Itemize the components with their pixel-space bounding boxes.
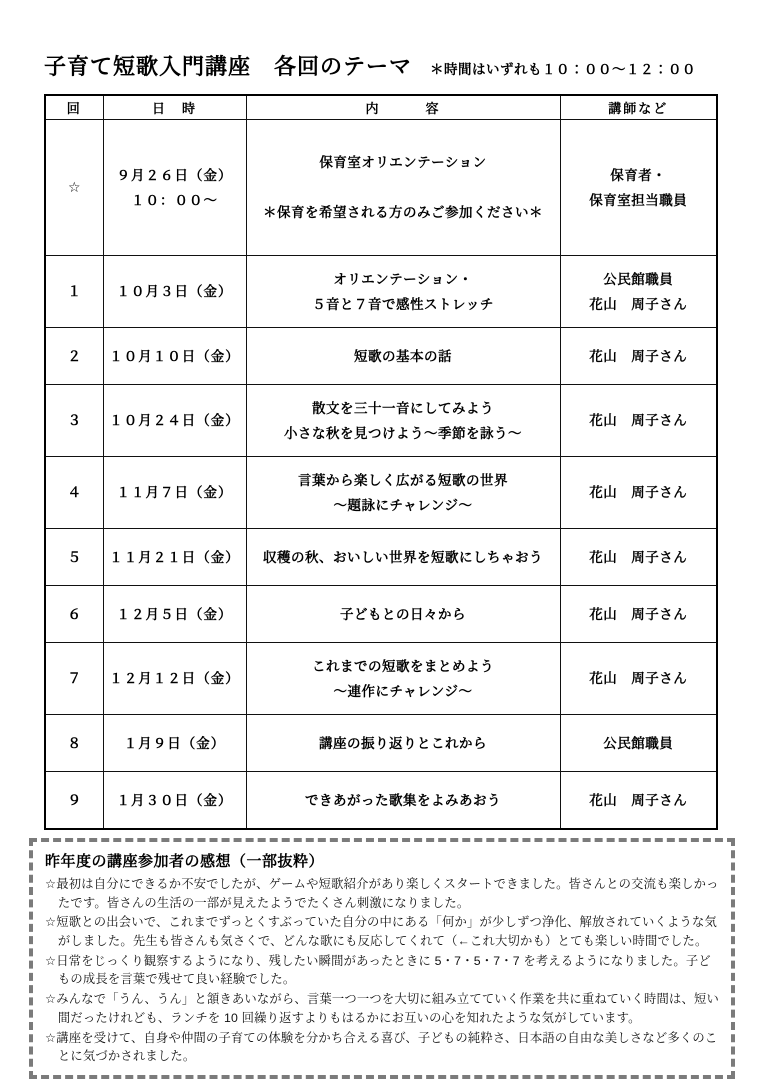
content-cell: 短歌の基本の話 [246, 328, 560, 385]
date-cell: １１月２１日（金） [103, 529, 246, 586]
course-number-cell: ６ [45, 586, 103, 643]
content-cell: 講座の振り返りとこれから [246, 715, 560, 772]
course-number-cell: ２ [45, 328, 103, 385]
lecturer-cell: 公民館職員 [560, 715, 717, 772]
content-cell: 子どもとの日々から [246, 586, 560, 643]
course-number-cell: ３ [45, 385, 103, 457]
date-cell: １月９日（金） [103, 715, 246, 772]
lecturer-cell: 花山 周子さん [560, 529, 717, 586]
date-cell: １２月５日（金） [103, 586, 246, 643]
feedback-item: ☆最初は自分にできるか不安でしたが、ゲームや短歌紹介があり楽しくスタートできました。皆さんとの交流も楽しかったです。皆さんの生活の一部が見えたようでたくさん刺激になりました。 [45, 877, 719, 910]
column-header-lecturer: 講師など [560, 95, 717, 120]
feedback-item: ☆短歌との出会いで、これまでずっとくすぶっていた自分の中にある「何か」が少しずつ浄化、解放されていくような気がしました。先生も皆さんも気さくで、どんな歌にも反応してくれて（←これ大切かも）とても楽しい時間でした。 [45, 915, 717, 949]
date-cell: ９月２６日（金） １０：００～ [103, 120, 246, 256]
table-row [45, 715, 717, 772]
date-cell: １１月７日（金） [103, 457, 246, 529]
table-header-row [45, 95, 717, 120]
column-header-content: 内 容 [246, 95, 560, 120]
content-cell: 言葉から楽しく広がる短歌の世界 ～題詠にチャレンジ～ [246, 457, 560, 529]
table-row [45, 120, 717, 256]
content-cell: 散文を三十一音にしてみよう 小さな秋を見つけよう～季節を詠う～ [246, 385, 560, 457]
table-row [45, 457, 717, 529]
column-header-date: 日 時 [103, 95, 246, 120]
feedback-heading: 昨年度の講座参加者の感想（一部抜粋） [45, 853, 325, 870]
course-number-cell: ☆ [45, 120, 103, 256]
table-row [45, 643, 717, 715]
lecturer-cell: 花山 周子さん [560, 643, 717, 715]
table-row [45, 256, 717, 328]
lecturer-cell: 公民館職員 花山 周子さん [560, 256, 717, 328]
table-row [45, 385, 717, 457]
table-row [45, 529, 717, 586]
schedule-table-body [45, 120, 717, 830]
table-row [45, 328, 717, 385]
course-number-cell: ４ [45, 457, 103, 529]
date-cell: １月３０日（金） [103, 772, 246, 830]
course-number-cell: ７ [45, 643, 103, 715]
table-row [45, 772, 717, 830]
feedback-list [45, 875, 719, 1066]
table-row [45, 586, 717, 643]
content-cell: できあがった歌集をよみあおう [246, 772, 560, 830]
date-cell: １０月１０日（金） [103, 328, 246, 385]
course-number-cell: ９ [45, 772, 103, 830]
column-header-no: 回 [45, 95, 103, 120]
lecturer-cell: 花山 周子さん [560, 328, 717, 385]
page-title: 子育て短歌入門講座 各回のテーマ [44, 54, 413, 79]
content-cell: これまでの短歌をまとめよう ～連作にチャレンジ～ [246, 643, 560, 715]
date-cell: １０月２４日（金） [103, 385, 246, 457]
content-cell: 収穫の秋、おいしい世界を短歌にしちゃおう [246, 529, 560, 586]
feedback-item: ☆みんなで「うん、うん」と頷きあいながら、言葉一つ一つを大切に組み立てていく作業を共に重ねていく時間は、短い間だったけれども、ランチを 10 回繰り返すよりもはるかにお互いの心を知れたような気がしています。 [45, 992, 719, 1025]
feedback-box [29, 838, 735, 1079]
lecturer-cell: 保育者・ 保育室担当職員 [560, 120, 717, 256]
content-cell: オリエンテーション・ ５音と７音で感性ストレッチ [246, 256, 560, 328]
course-number-cell: ８ [45, 715, 103, 772]
feedback-item: ☆講座を受けて、自身や仲間の子育ての体験を分かち合える喜び、子どもの純粋さ、日本語の自由な美しさなど多くのことに気づかされました。 [45, 1030, 718, 1064]
date-cell: １２月１２日（金） [103, 643, 246, 715]
content-cell: 保育室オリエンテーション ＊保育を希望される方のみご参加ください＊ [246, 120, 560, 256]
date-cell: １０月３日（金） [103, 256, 246, 328]
lecturer-cell: 花山 周子さん [560, 772, 717, 830]
course-number-cell: ５ [45, 529, 103, 586]
lecturer-cell: 花山 周子さん [560, 385, 717, 457]
lecturer-cell: 花山 周子さん [560, 586, 717, 643]
lecturer-cell: 花山 周子さん [560, 457, 717, 529]
time-note: ＊時間はいずれも１０：００～１２：００ [430, 62, 697, 77]
course-number-cell: １ [45, 256, 103, 328]
title-row [0, 0, 764, 81]
schedule-table [44, 94, 718, 830]
feedback-item: ☆日常をじっくり観察するようになり、残したい瞬間があったときに 5・7・5・7・7 を考えるようになりました。子どもの成長を言葉で残せて良い経験でした。 [45, 953, 711, 987]
